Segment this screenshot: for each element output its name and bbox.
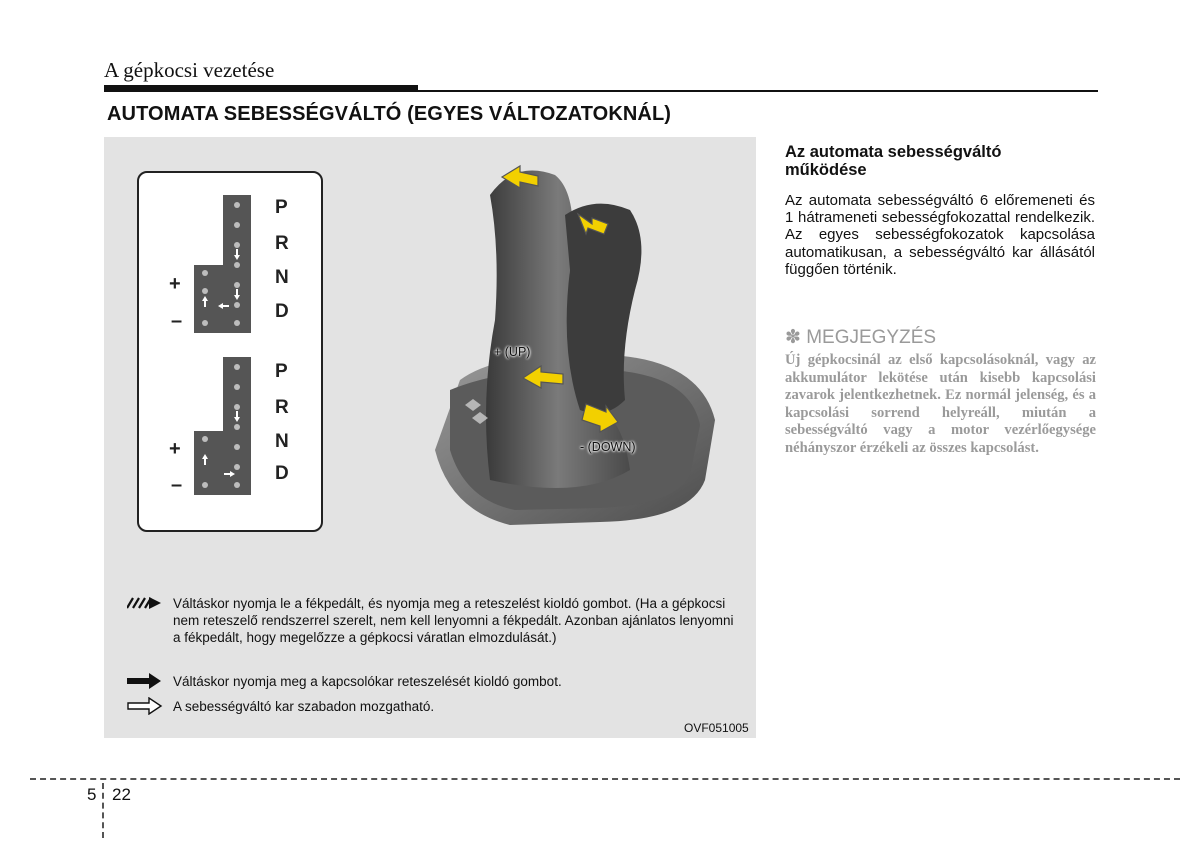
gate-label-d-lower: D: [275, 463, 289, 484]
header-rule-thick: [104, 85, 418, 92]
page-number: 22: [112, 785, 131, 804]
gate-label-r: R: [275, 233, 289, 254]
figure-code: OVF051005: [684, 721, 749, 735]
footer-dashed-rule: [30, 778, 1180, 780]
legend-item-button: Váltáskor nyomja meg a kapcsolókar reteszelését kioldó gombot.: [173, 674, 562, 689]
gate-label-n-lower: N: [275, 431, 289, 452]
gear-knob-illustration: [420, 150, 720, 595]
section-number: 5: [87, 785, 97, 804]
section-heading: AUTOMATA SEBESSÉGVÁLTÓ (EGYES VÁLTOZATOKNÁL): [107, 103, 672, 125]
gate-label-d: D: [275, 301, 289, 322]
minus-label: –: [171, 310, 183, 332]
plus-label: +: [169, 273, 181, 295]
outline-arrow-icon: [127, 697, 163, 720]
upper-shift-gate: [169, 195, 289, 333]
chapter-title: A gépkocsi vezetése: [104, 58, 275, 82]
header-rule-thin: [418, 90, 1098, 92]
note-text: Új gépkocsinál az első kapcsolásoknál, vagy az akkumulátor lekötése után kisebb kapcsolási zavarok jelentkezhetnek. Ez normál jelenség, és a kapcsolási sorrend helyreáll, miután a sebességváltó vagy a motor vezérlőegysége néhányszor érzékeli az összes kapcsolást.: [785, 352, 1096, 456]
gate-label-p-lower: P: [275, 361, 288, 382]
note-heading: ✽ MEGJEGYZÉS: [785, 327, 937, 348]
legend-item-free: A sebességváltó kar szabadon mozgatható.: [173, 699, 435, 714]
body-paragraph: Az automata sebességváltó 6 előremeneti és 1 hátrameneti sebességfokozattal rendelkezik. Az egyes sebességfokozatok kapcsolása automatikusan, a sebességváltó kar állásától függően történik.: [785, 192, 1095, 278]
solid-arrow-icon: [127, 673, 163, 694]
minus-label-lower: –: [171, 474, 183, 496]
gate-label-n: N: [275, 267, 289, 288]
gate-label-p: P: [275, 197, 288, 218]
subheading: Az automata sebességváltó működése: [785, 143, 1002, 179]
callout-down: - (DOWN): [580, 440, 636, 454]
shift-pattern-panel: [137, 171, 323, 532]
footer-dashed-divider: [102, 783, 104, 838]
gate-label-r-lower: R: [275, 397, 289, 418]
callout-up: + (UP): [494, 345, 531, 359]
plus-label-lower: +: [169, 438, 181, 460]
legend-item-brake: Váltáskor nyomja le a fékpedált, és nyomja meg a reteszelést kioldó gombot. (Ha a gépkocsi nem reteszelő rendszerrel szerelt, nem kell lenyomni a fékpedált. Azonban ajánlatos lenyomni a fékpedált, hogy megelőzze a gépkocsi váratlan elmozdulását.): [173, 596, 734, 645]
striped-arrow-icon: [127, 596, 163, 615]
lower-shift-gate: [169, 357, 289, 496]
